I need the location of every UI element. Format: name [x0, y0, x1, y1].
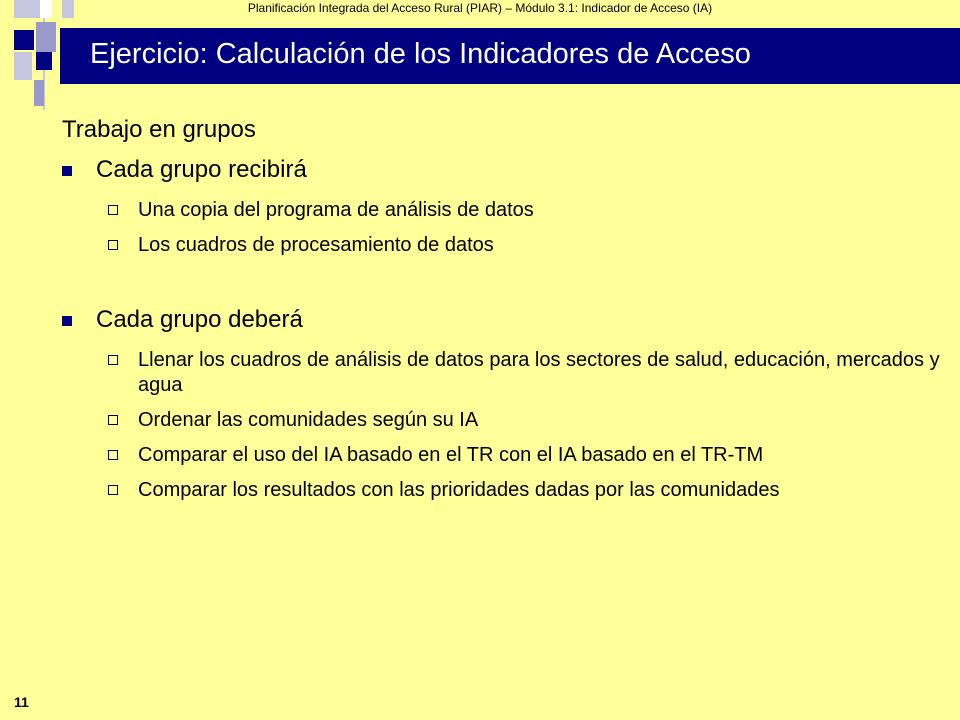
header-text: Planificación Integrada del Acceso Rural (PIAR) – Módulo 3.1: Indicador de Acceso (IA): [247, 1, 713, 15]
group-heading: [62, 152, 942, 188]
page-number: 11: [14, 694, 29, 710]
list-item: [62, 348, 942, 398]
slide-title: Ejercicio: Calculación de los Indicadores de Acceso: [90, 38, 751, 70]
list-item: [62, 478, 942, 503]
list-item: [62, 443, 942, 468]
group-heading-label: Cada grupo recibirá: [96, 156, 307, 183]
list-item-text: Una copia del programa de análisis de datos: [138, 199, 534, 221]
decor-square: [14, 52, 32, 80]
decor-square: [14, 0, 40, 18]
title-bar: [60, 28, 960, 84]
decor-square: [36, 52, 52, 70]
hollow-square-bullet-icon: [108, 415, 118, 425]
square-bullet-icon: [62, 316, 72, 326]
list-item-text: Comparar los resultados con las prioridades dadas por las comunidades: [138, 479, 780, 501]
slide-content: [62, 112, 942, 503]
hollow-square-bullet-icon: [108, 450, 118, 460]
decor-square: [34, 80, 44, 106]
decor-square: [14, 30, 34, 50]
spacer: [62, 258, 942, 298]
square-bullet-icon: [62, 166, 72, 176]
hollow-square-bullet-icon: [108, 240, 118, 250]
list-item: [62, 198, 942, 223]
list-item-text: Los cuadros de procesamiento de datos: [138, 234, 494, 256]
decor-square: [40, 0, 52, 18]
group-heading-label: Cada grupo deberá: [96, 306, 303, 333]
hollow-square-bullet-icon: [108, 205, 118, 215]
hollow-square-bullet-icon: [108, 355, 118, 365]
hollow-square-bullet-icon: [108, 485, 118, 495]
list-item: [62, 233, 942, 258]
decor-square: [62, 0, 74, 18]
list-item: [62, 408, 942, 433]
list-item-text: Comparar el uso del IA basado en el TR con el IA basado en el TR-TM: [138, 444, 764, 466]
list-item-text: Llenar los cuadros de análisis de datos para los sectores de salud, educación, mercados y agua: [138, 349, 940, 396]
list-item-text: Ordenar las comunidades según su IA: [138, 409, 479, 431]
group-heading: [62, 302, 942, 338]
intro-text: Trabajo en grupos: [62, 116, 256, 143]
decor-square: [36, 22, 56, 52]
